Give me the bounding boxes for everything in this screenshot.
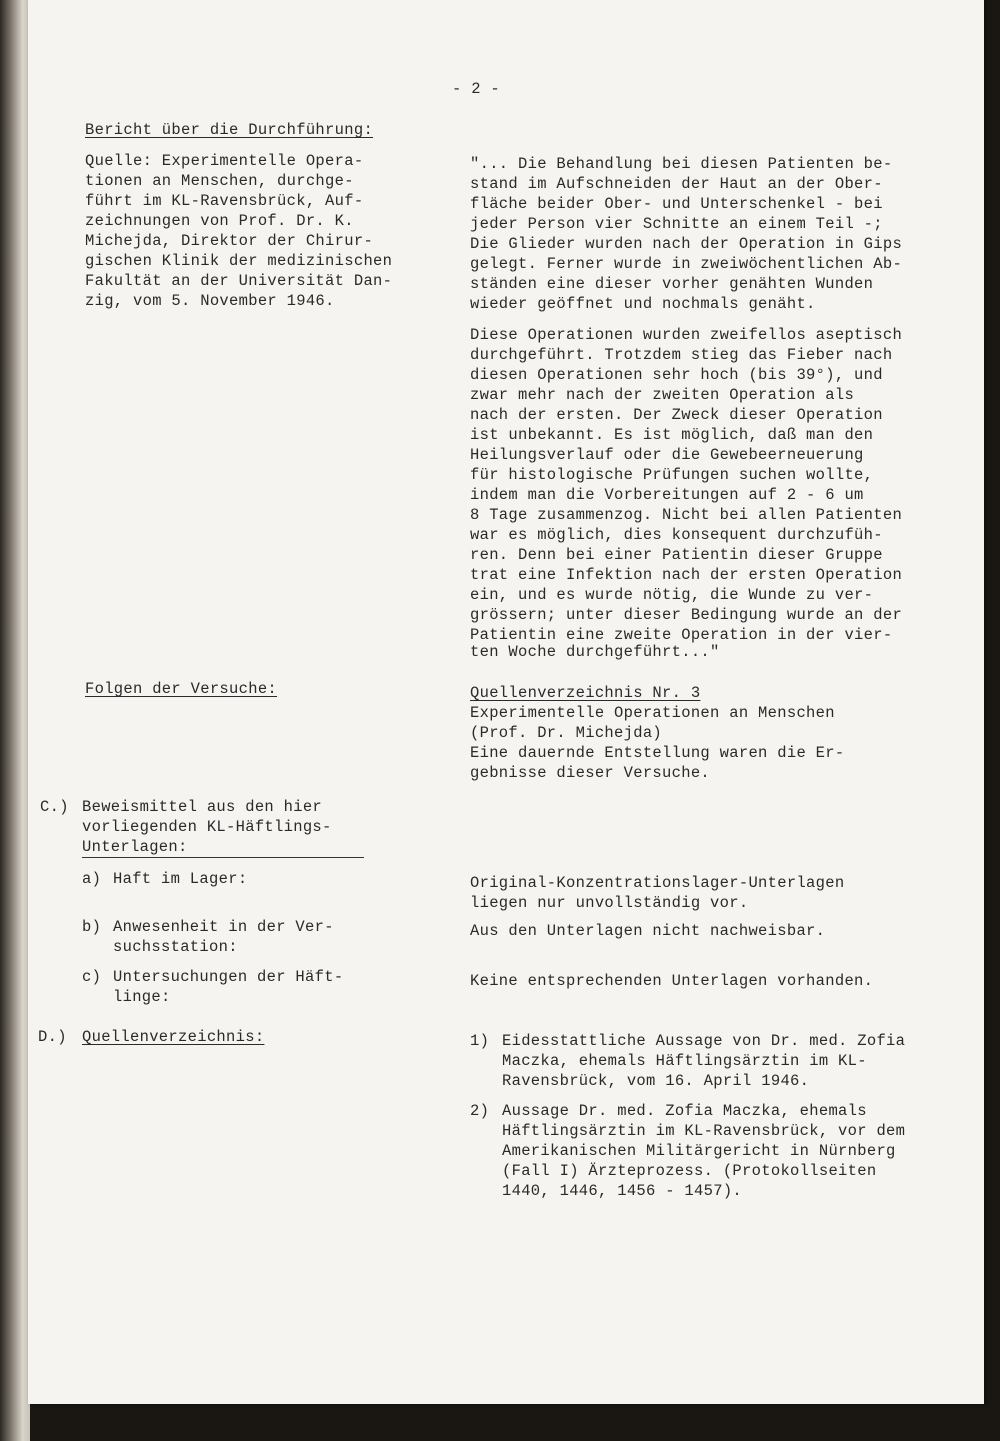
item-label: Anwesenheit in der Ver- — [113, 918, 334, 936]
source-line: gischen Klinik der medizinischen — [85, 252, 393, 270]
section-marker-d: D.) — [38, 1028, 67, 1046]
page-number: - 2 - — [452, 80, 501, 98]
item-value: Keine entsprechenden Unterlagen vorhanden. — [470, 972, 874, 990]
folgen-line: Eine dauernde Entstellung waren die Er- — [470, 744, 845, 762]
reference-line: Maczka, ehemals Häftlingsärztin im KL- — [502, 1052, 867, 1070]
source-line: Michejda, Direktor der Chirur- — [85, 232, 374, 250]
quote-line: Diese Operationen wurden zweifellos aseptisch — [470, 326, 903, 344]
quote-line: indem man die Vorbereitungen auf 2 - 6 um — [470, 486, 864, 504]
source-line: führt im KL-Ravensbrück, Auf- — [85, 192, 364, 210]
item-value: Aus den Unterlagen nicht nachweisbar. — [470, 922, 826, 940]
reference-heading: Quellenverzeichnis Nr. 3 — [470, 684, 701, 702]
item-marker: a) — [82, 870, 102, 888]
quote-line: nach der ersten. Der Zweck dieser Operation — [470, 406, 883, 424]
source-line: zeichnungen von Prof. Dr. K. — [85, 212, 354, 230]
section-c-underline — [82, 857, 364, 858]
reference-line: Aussage Dr. med. Zofia Maczka, ehemals — [502, 1102, 867, 1120]
section-c-heading-line: Unterlagen: — [82, 838, 188, 856]
quote-line: stand im Aufschneiden der Haut an der Ober- — [470, 175, 883, 193]
folgen-line: (Prof. Dr. Michejda) — [470, 724, 663, 742]
reference-marker: 1) — [470, 1032, 490, 1050]
section-d-heading: Quellenverzeichnis: — [82, 1028, 265, 1046]
folgen-line: gebnisse dieser Versuche. — [470, 764, 711, 782]
folgen-line: Experimentelle Operationen an Menschen — [470, 704, 835, 722]
source-line: Quelle: Experimentelle Opera- — [85, 152, 364, 170]
quote-line: durchgeführt. Trotzdem stieg das Fieber nach — [470, 346, 893, 364]
reference-line: Häftlingsärztin im KL-Ravensbrück, vor dem — [502, 1122, 906, 1140]
section-heading-bericht: Bericht über die Durchführung: — [85, 121, 374, 139]
reference-line: Amerikanischen Militärgericht in Nürnberg — [502, 1142, 896, 1160]
quote-line: war es möglich, dies konsequent durchzufüh- — [470, 526, 883, 544]
quote-line: ein, und es wurde nötig, die Wunde zu ver- — [470, 586, 874, 604]
reference-line: Ravensbrück, vom 16. April 1946. — [502, 1072, 810, 1090]
source-line: zig, vom 5. November 1946. — [85, 292, 335, 310]
quote-line: ren. Denn bei einer Patientin dieser Gruppe — [470, 546, 883, 564]
item-label: Untersuchungen der Häft- — [113, 968, 344, 986]
item-label: Haft im Lager: — [113, 870, 248, 888]
item-label: suchsstation: — [113, 938, 238, 956]
quote-line: zwar mehr nach der zweiten Operation als — [470, 386, 855, 404]
reference-marker: 2) — [470, 1102, 490, 1120]
section-c-heading-line: vorliegenden KL-Häftlings- — [82, 818, 332, 836]
book-binding-edge — [0, 0, 30, 1441]
quote-line: diesen Operationen sehr hoch (bis 39°), und — [470, 366, 883, 384]
reference-line: Eidesstattliche Aussage von Dr. med. Zofia — [502, 1032, 906, 1050]
section-c-heading-line: Beweismittel aus den hier — [82, 798, 323, 816]
quote-line: ist unbekannt. Es ist möglich, daß man den — [470, 426, 874, 444]
item-value: Original-Konzentrationslager-Unterlagen — [470, 874, 845, 892]
reference-line: (Fall I) Ärzteprozess. (Protokollseiten — [502, 1162, 877, 1180]
quote-line: Die Glieder wurden nach der Operation in Gips — [470, 235, 903, 253]
quote-line: fläche beider Ober- und Unterschenkel - bei — [470, 195, 883, 213]
quote-line: ständen eine dieser vorher genähten Wunden — [470, 275, 874, 293]
quote-line: grössern; unter dieser Bedingung wurde an der — [470, 606, 903, 624]
quote-line: wieder geöffnet und nochmals genäht. — [470, 295, 816, 313]
quote-line: trat eine Infektion nach der ersten Operation — [470, 566, 903, 584]
quote-line: 8 Tage zusammenzog. Nicht bei allen Patienten — [470, 506, 903, 524]
quote-line: jeder Person vier Schnitte an einem Teil -; — [470, 215, 883, 233]
quote-line: "... Die Behandlung bei diesen Patienten be- — [470, 155, 893, 173]
item-marker: b) — [82, 918, 102, 936]
item-value: liegen nur unvollständig vor. — [470, 894, 749, 912]
source-line: Fakultät an der Universität Dan- — [85, 272, 393, 290]
source-line: tionen an Menschen, durchge- — [85, 172, 354, 190]
reference-line: 1440, 1446, 1456 - 1457). — [502, 1182, 743, 1200]
quote-line: gelegt. Ferner wurde in zweiwöchentlichen Ab- — [470, 255, 903, 273]
quote-line: Heilungsverlauf oder die Gewebeerneuerung — [470, 446, 864, 464]
section-heading-folgen: Folgen der Versuche: — [85, 680, 278, 698]
quote-line: ten Woche durchgeführt..." — [470, 643, 720, 661]
section-marker-c: C.) — [40, 798, 69, 816]
item-label: linge: — [113, 988, 171, 1006]
quote-line: Patientin eine zweite Operation in der vier- — [470, 626, 893, 644]
item-marker: c) — [82, 968, 102, 986]
quote-line: für histologische Prüfungen suchen wollte, — [470, 466, 874, 484]
